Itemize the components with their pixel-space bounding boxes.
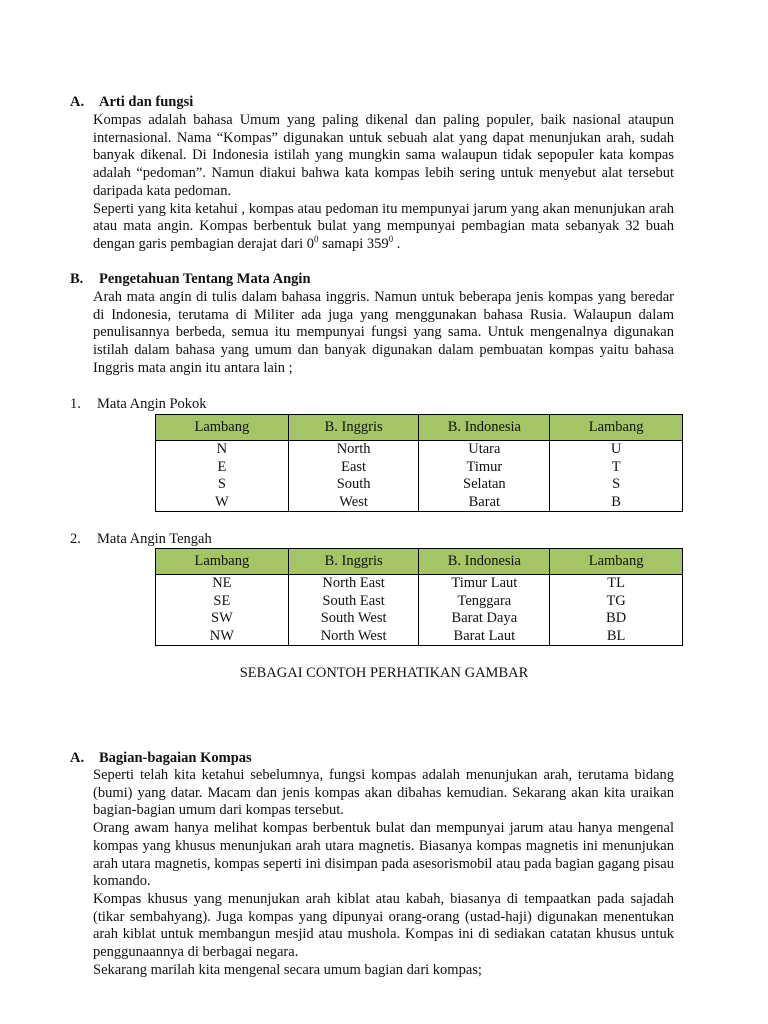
- intermediate-directions-table: [155, 548, 683, 646]
- table-cell: NW: [156, 628, 289, 646]
- section-b-letter: B.: [70, 271, 84, 287]
- table-cell: South: [288, 476, 419, 494]
- section-a-title: Arti dan fungsi: [99, 94, 194, 110]
- table-cell: South East: [288, 593, 419, 611]
- table-cell: BD: [550, 610, 683, 628]
- degree-superscript-1: 0: [314, 234, 319, 245]
- table-cell: TG: [550, 593, 683, 611]
- section-c-title: Bagian-bagaian Kompas: [99, 750, 252, 766]
- table-cell: S: [156, 476, 289, 494]
- section-a-heading: [70, 94, 690, 112]
- column-header: Lambang: [550, 415, 683, 441]
- figure-note: SEBAGAI CONTOH PERHATIKAN GAMBAR: [239, 665, 529, 681]
- table-cell: Utara: [419, 441, 550, 459]
- table-row: [156, 593, 683, 611]
- section-a-body: [93, 112, 674, 254]
- table-cell: North West: [288, 628, 419, 646]
- table-cell: S: [550, 476, 683, 494]
- section-c-paragraph-2: Orang awam hanya melihat kompas berbentuk bulat dan mempunyai jarum atau hanya mengenal kompas yang khusus menunjukan arah utara magnetis. Biasanya kompas magnetis ini menunjukan arah utara magnetis, kompas seperti ini disimpan pada asesorismobil atau pada bagian gagang pisau komando.: [93, 820, 674, 890]
- main-directions-table: [155, 414, 683, 512]
- table-cell: B: [550, 494, 683, 512]
- table-cell: North: [288, 441, 419, 459]
- table-row: [156, 628, 683, 646]
- table-cell: E: [156, 459, 289, 477]
- table-header-row: [156, 415, 683, 441]
- table-cell: Selatan: [419, 476, 550, 494]
- section-c-heading: [70, 750, 690, 768]
- column-header: B. Indonesia: [419, 415, 550, 441]
- list-item-2-number: 2.: [70, 531, 81, 547]
- table-row: [156, 494, 683, 512]
- column-header: Lambang: [156, 415, 289, 441]
- section-b-title: Pengetahuan Tentang Mata Angin: [99, 271, 311, 287]
- section-c-body: [93, 767, 674, 979]
- column-header: Lambang: [156, 549, 289, 575]
- section-c-letter: A.: [70, 750, 85, 766]
- section-c-paragraph-4: Sekarang marilah kita mengenal secara umum bagian dari kompas;: [93, 961, 482, 978]
- list-item-1-number: 1.: [70, 396, 81, 412]
- section-a-paragraph-1: Kompas adalah bahasa Umum yang paling dikenal dan paling populer, baik nasional ataupun internasional. Nama “Kompas” digunakan untuk sebuah alat yang dapat menunjukan arah, sudah banyak dikenal. Di Indonesia istilah yang mungkin sama walaupun tidak sepopuler kata kompas adalah “pedoman”. Namun diakui bahwa kata kompas lebih sering untuk menyebut alat tersebut daripada kata pedoman.: [93, 112, 674, 199]
- table-cell: U: [550, 441, 683, 459]
- table-cell: SW: [156, 610, 289, 628]
- section-a-paragraph-2: Seperti yang kita ketahui , kompas atau pedoman itu mempunyai jarum yang akan menunjukan arah atau mata angin. Kompas berbentuk bulat yang mempunyai pembagian mata sebanyak 32 buah dengan garis pembagian derajat dari $0^0$ samapi $359^0$ .: [93, 200, 674, 252]
- column-header: B. Inggris: [288, 549, 419, 575]
- list-item-2-label: Mata Angin Tengah: [97, 531, 212, 547]
- column-header: B. Indonesia: [419, 549, 550, 575]
- table-row: [156, 476, 683, 494]
- section-b-heading: [70, 271, 690, 289]
- table-cell: North East: [288, 575, 419, 593]
- section-a-letter: A.: [70, 94, 85, 110]
- degree-superscript-2: 0: [388, 234, 394, 245]
- table-row: [156, 459, 683, 477]
- section-b-body: [93, 289, 674, 378]
- table-row: [156, 575, 683, 593]
- table-cell: South West: [288, 610, 419, 628]
- table-cell: TL: [550, 575, 683, 593]
- list-item-1-label: Mata Angin Pokok: [97, 396, 207, 412]
- table-cell: Tenggara: [419, 593, 550, 611]
- list-item-1: [70, 396, 470, 414]
- table-cell: N: [156, 441, 289, 459]
- table-cell: Timur Laut: [419, 575, 550, 593]
- table-cell: BL: [550, 628, 683, 646]
- table-cell: SE: [156, 593, 289, 611]
- table-cell: T: [550, 459, 683, 477]
- table-header-row: [156, 549, 683, 575]
- section-b-paragraph: Arah mata angin di tulis dalam bahasa inggris. Namun untuk beberapa jenis kompas yang beredar di Indonesia, terutama di Militer ada juga yang menggunakan bahasa Rusia. Walaupun dalam penulisannya berbeda, semua itu mempunyai fungsi yang sama. Untuk mengenalnya digunakan istilah dalam bahasa yang umum dan banyak digunakan dalam pembuatan kompas yaitu bahasa Inggris mata angin itu antara lain ;: [93, 289, 674, 376]
- column-header: Lambang: [550, 549, 683, 575]
- table-cell: Timur: [419, 459, 550, 477]
- section-c-paragraph-3: Kompas khusus yang menunjukan arah kiblat atau kabah, biasanya di tempaatkan pada sajadah (tikar sembahyang). Juga kompas yang dipunyai orang-orang (ustad-haji) digunakan menentukan arah kiblat untuk membangun mesjid atau mushola. Kompas ini di sediakan catatan khusus untuk penggunaannya di berbagai negara.: [93, 890, 674, 961]
- table-cell: NE: [156, 575, 289, 593]
- table-cell: West: [288, 494, 419, 512]
- table-cell: Barat Daya: [419, 610, 550, 628]
- table-row: [156, 441, 683, 459]
- column-header: B. Inggris: [288, 415, 419, 441]
- section-c-paragraph-1: Seperti telah kita ketahui sebelumnya, fungsi kompas adalah menunjukan arah, terutama bidang (bumi) yang datar. Macam dan jenis kompas akan dibahas kemudian. Sekarang akan kita uraikan bagian-bagian umum dari kompas tersebut.: [93, 767, 674, 819]
- list-item-2: [70, 531, 470, 549]
- table-cell: Barat Laut: [419, 628, 550, 646]
- table-cell: East: [288, 459, 419, 477]
- table-cell: W: [156, 494, 289, 512]
- table-row: [156, 610, 683, 628]
- table-cell: Barat: [419, 494, 550, 512]
